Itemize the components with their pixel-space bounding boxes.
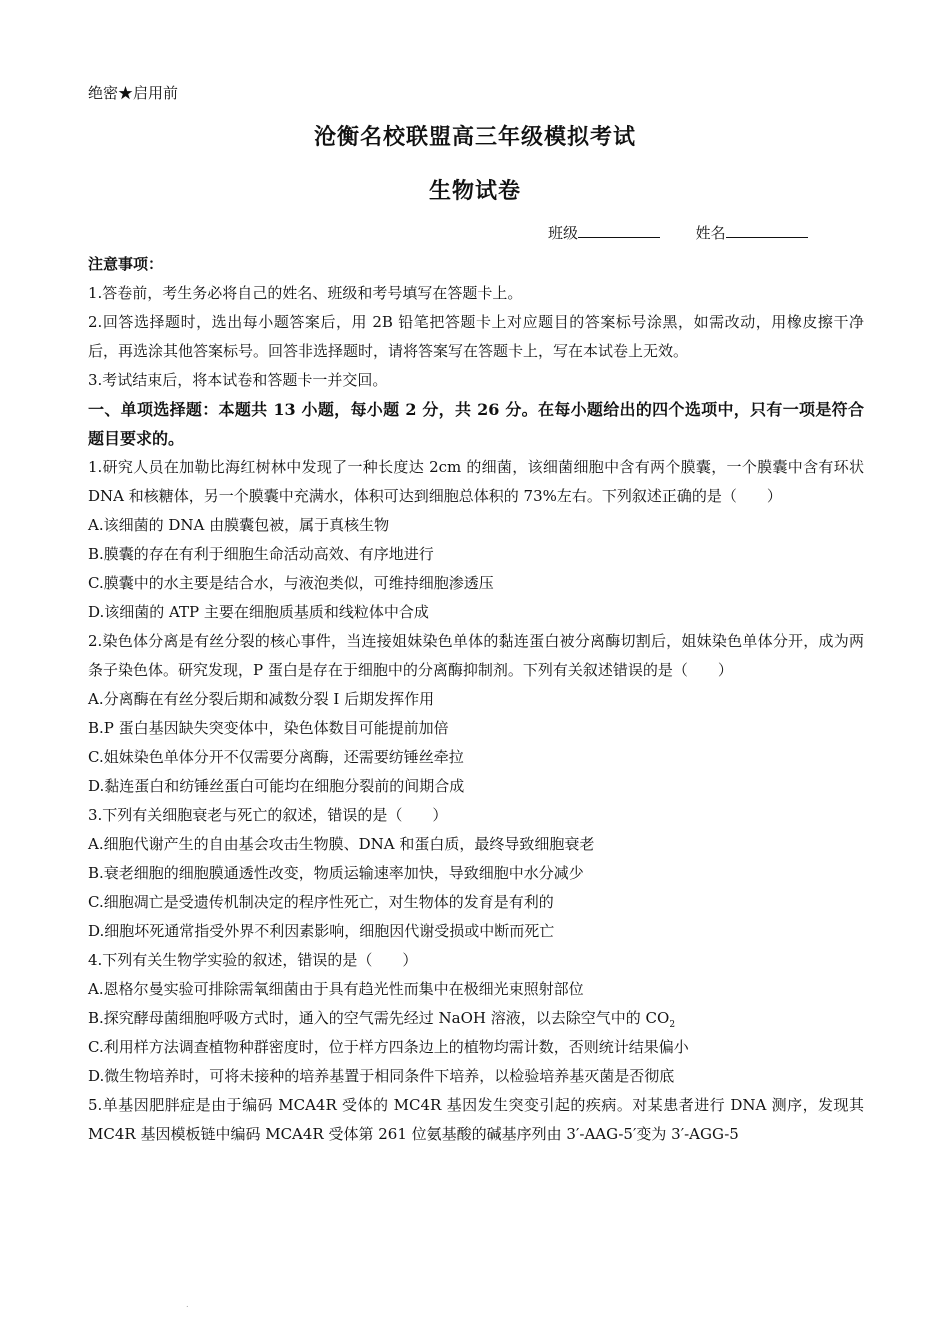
question-option: A.细胞代谢产生的自由基会攻击生物膜、DNA 和蛋白质，最终导致细胞衰老 [88,835,595,853]
section-heading: 一、单项选择题：本题共 13 小题，每小题 2 分，共 26 分。在每小题给出的四个选项中，只有一项是符合题目要求的。 [88,400,864,448]
question-option: B.衰老细胞的细胞膜通透性改变，物质运输速率加快，导致细胞中水分减少 [88,864,584,882]
question-option: D.黏连蛋白和纺锤丝蛋白可能均在细胞分裂前的间期合成 [88,777,465,795]
question-option: A.恩格尔曼实验可排除需氧细菌由于具有趋光性而集中在极细光束照射部位 [88,980,584,998]
question-option: C.膜囊中的水主要是结合水，与液泡类似，可维持细胞渗透压 [88,574,494,592]
question-option: C.细胞凋亡是受遗传机制决定的程序性死亡，对生物体的发育是有利的 [88,893,554,911]
class-label: 班级 [548,224,579,242]
exam-title: 沧衡名校联盟高三年级模拟考试 [313,124,636,150]
question-option: C.姐妹染色单体分开不仅需要分离酶，还需要纺锤丝牵拉 [88,748,464,766]
question-stem: 5.单基因肥胖症是由于编码 MCA4R 受体的 MC4R 基因发生突变引起的疾病。对某患者进行 DNA 测序，发现其 MC4R 基因模板链中编码 MCA4R 受体第 261 位氨基酸的碱基序列由 3′-AAG-5′变为 3′-AGG-5 [88,1096,864,1143]
option-text: B.探究酵母菌细胞呼吸方式时，通入的空气需先经过 NaOH 溶液，以去除空气中的 CO [88,1009,670,1027]
question-stem: 1.研究人员在加勒比海红树林中发现了一种长度达 2cm 的细菌，该细菌细胞中含有两个膜囊，一个膜囊中含有环状 DNA 和核糖体，另一个膜囊中充满水，体积可达到细胞总体积的 73%左右。下列叙述正确的是（ ） [88,458,864,505]
exam-body [88,250,864,1149]
notes-heading: 注意事项： [88,255,164,273]
note-item: 2.回答选择题时，选出每小题答案后，用 2B 铅笔把答题卡上对应题目的答案标号涂黑，如需改动，用橡皮擦干净后，再选涂其他答案标号。回答非选择题时，请将答案写在答题卡上，写在本试卷上无效。 [88,313,864,360]
question-stem: 2.染色体分离是有丝分裂的核心事件，当连接姐妹染色单体的黏连蛋白被分离酶切割后，姐妹染色单体分开，成为两条子染色体。研究发现，P 蛋白是存在于细胞中的分离酶抑制剂。下列有关叙述错误的是（ ） [88,632,864,679]
secret-mark: 绝密★启用前 [88,84,179,102]
question-option: A.分离酶在有丝分裂后期和减数分裂 I 后期发挥作用 [88,690,435,708]
question-stem: 3.下列有关细胞衰老与死亡的叙述，错误的是（ ） [88,806,448,824]
name-label: 姓名 [695,224,726,242]
name-blank[interactable] [726,223,808,238]
question-option: D.细胞坏死通常指受外界不利因素影响，细胞因代谢受损或中断而死亡 [88,922,555,940]
footer-mark: . [186,1300,189,1309]
co2-subscript: 2 [669,1020,676,1030]
exam-subtitle: 生物试卷 [428,178,521,204]
question-option: A.该细菌的 DNA 由膜囊包被，属于真核生物 [88,516,390,534]
question-option: D.微生物培养时，可将未接种的培养基置于相同条件下培养，以检验培养基灭菌是否彻底 [88,1067,675,1085]
question-option: B.膜囊的存在有利于细胞生命活动高效、有序地进行 [88,545,434,563]
question-option: C.利用样方法调查植物种群密度时，位于样方四条边上的植物均需计数，否则统计结果偏小 [88,1038,689,1056]
note-item: 1.答卷前，考生务必将自己的姓名、班级和考号填写在答题卡上。 [88,284,523,302]
question-option [88,1004,864,1033]
question-stem: 4.下列有关生物学实验的叙述，错误的是（ ） [88,951,418,969]
class-blank[interactable] [578,223,660,238]
question-option: D.该细菌的 ATP 主要在细胞质基质和线粒体中合成 [88,603,429,621]
note-item: 3.考试结束后，将本试卷和答题卡一并交回。 [88,371,388,389]
student-info-fields [548,222,808,243]
question-option: B.P 蛋白基因缺失突变体中，染色体数目可能提前加倍 [88,719,449,737]
